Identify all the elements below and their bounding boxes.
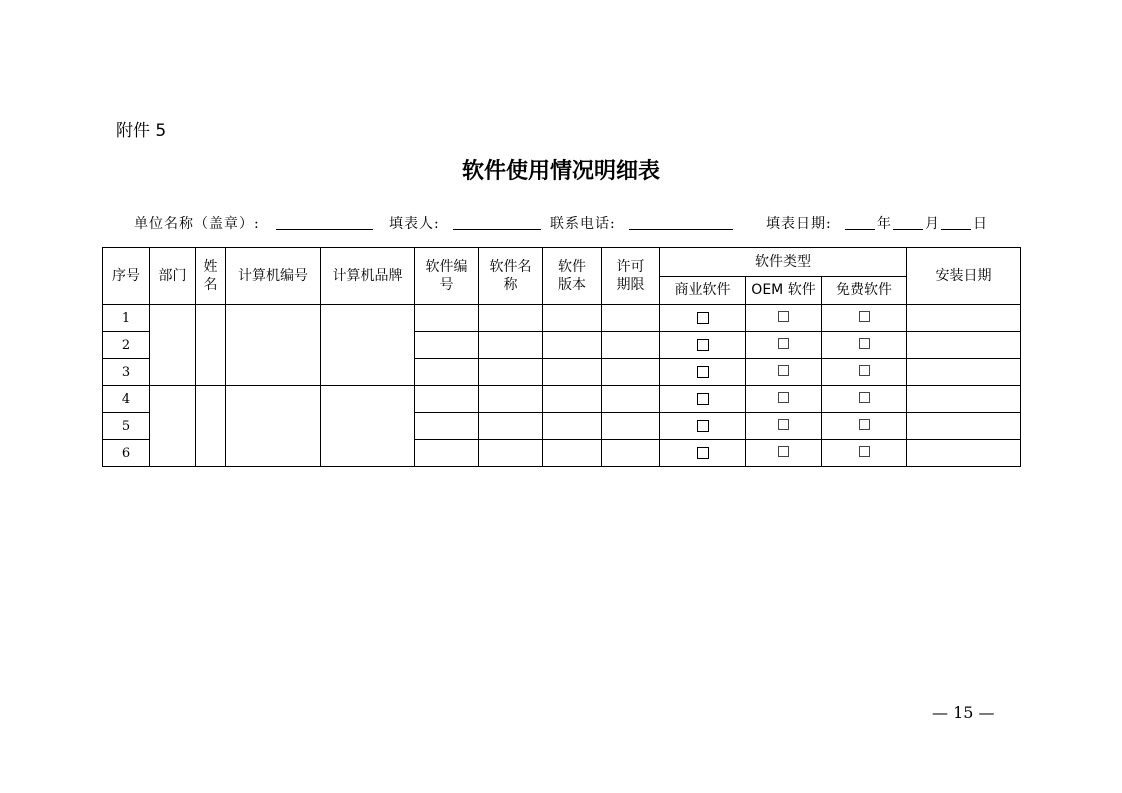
table-row: [103, 305, 1021, 332]
free-checkbox[interactable]: [859, 365, 870, 376]
year-field[interactable]: [845, 229, 875, 230]
oem-cell: [746, 359, 822, 386]
software-version-cell[interactable]: [543, 359, 602, 386]
install-date-cell[interactable]: [907, 332, 1021, 359]
software-id-cell[interactable]: [415, 386, 479, 413]
software-version-cell[interactable]: [543, 413, 602, 440]
filler-label: 填表人:: [389, 216, 440, 232]
header-name: 姓名: [196, 248, 226, 305]
commercial-cell: [660, 332, 746, 359]
install-date-cell[interactable]: [907, 305, 1021, 332]
date-label: 填表日期:: [766, 216, 832, 232]
free-checkbox[interactable]: [859, 338, 870, 349]
commercial-cell: [660, 386, 746, 413]
free-cell: [822, 305, 907, 332]
year-label: 年: [877, 216, 892, 232]
software-name-cell[interactable]: [479, 440, 543, 467]
day-label: 日: [973, 216, 988, 232]
document-title: 软件使用情况明细表: [461, 158, 660, 184]
row-number: 2: [103, 332, 150, 359]
commercial-cell: [660, 413, 746, 440]
header-install-date: 安装日期: [907, 248, 1021, 305]
license-term-cell[interactable]: [602, 440, 660, 467]
row-number: 5: [103, 413, 150, 440]
free-cell: [822, 413, 907, 440]
software-id-cell[interactable]: [415, 359, 479, 386]
oem-cell: [746, 440, 822, 467]
page-number: — 15 —: [932, 703, 995, 722]
license-term-cell[interactable]: [602, 332, 660, 359]
free-cell: [822, 386, 907, 413]
unit-name-field[interactable]: [276, 229, 373, 230]
commercial-cell: [660, 305, 746, 332]
dept-cell[interactable]: [150, 305, 196, 386]
software-version-cell[interactable]: [543, 332, 602, 359]
header-type-commercial: 商业软件: [660, 277, 746, 305]
commercial-checkbox[interactable]: [697, 420, 709, 432]
header-computer-brand: 计算机品牌: [321, 248, 415, 305]
commercial-checkbox[interactable]: [697, 312, 709, 324]
header-software-version: 软件版本: [543, 248, 602, 305]
software-name-cell[interactable]: [479, 386, 543, 413]
install-date-cell[interactable]: [907, 413, 1021, 440]
commercial-cell: [660, 440, 746, 467]
software-usage-table: [102, 247, 1021, 467]
license-term-cell[interactable]: [602, 413, 660, 440]
header-software-name: 软件名称: [479, 248, 543, 305]
oem-cell: [746, 386, 822, 413]
oem-checkbox[interactable]: [778, 446, 789, 457]
commercial-checkbox[interactable]: [697, 339, 709, 351]
software-id-cell[interactable]: [415, 305, 479, 332]
software-id-cell[interactable]: [415, 413, 479, 440]
header-type-free: 免费软件: [822, 277, 907, 305]
commercial-checkbox[interactable]: [697, 447, 709, 459]
license-term-cell[interactable]: [602, 386, 660, 413]
license-term-cell[interactable]: [602, 305, 660, 332]
name-cell[interactable]: [196, 386, 226, 467]
month-field[interactable]: [893, 229, 923, 230]
unit-name-label: 单位名称（盖章）:: [134, 216, 260, 232]
info-line: [0, 213, 1122, 233]
oem-checkbox[interactable]: [778, 338, 789, 349]
oem-checkbox[interactable]: [778, 311, 789, 322]
row-number: 1: [103, 305, 150, 332]
install-date-cell[interactable]: [907, 440, 1021, 467]
oem-checkbox[interactable]: [778, 392, 789, 403]
free-cell: [822, 359, 907, 386]
commercial-cell: [660, 359, 746, 386]
computer-id-cell[interactable]: [226, 386, 321, 467]
phone-field[interactable]: [629, 229, 733, 230]
oem-cell: [746, 305, 822, 332]
header-software-id: 软件编号: [415, 248, 479, 305]
phone-label: 联系电话:: [550, 216, 616, 232]
computer-brand-cell[interactable]: [321, 386, 415, 467]
row-number: 3: [103, 359, 150, 386]
table-row: [103, 386, 1021, 413]
free-cell: [822, 440, 907, 467]
row-number: 4: [103, 386, 150, 413]
computer-brand-cell[interactable]: [321, 305, 415, 386]
month-label: 月: [925, 216, 940, 232]
free-cell: [822, 332, 907, 359]
software-version-cell[interactable]: [543, 440, 602, 467]
software-version-cell[interactable]: [543, 305, 602, 332]
header-seq: 序号: [103, 248, 150, 305]
oem-cell: [746, 332, 822, 359]
header-license-term: 许可期限: [602, 248, 660, 305]
dept-cell[interactable]: [150, 386, 196, 467]
install-date-cell[interactable]: [907, 359, 1021, 386]
free-checkbox[interactable]: [859, 392, 870, 403]
install-date-cell[interactable]: [907, 386, 1021, 413]
free-checkbox[interactable]: [859, 311, 870, 322]
header-dept: 部门: [150, 248, 196, 305]
commercial-checkbox[interactable]: [697, 366, 709, 378]
free-checkbox[interactable]: [859, 446, 870, 457]
software-name-cell[interactable]: [479, 413, 543, 440]
oem-checkbox[interactable]: [778, 365, 789, 376]
filler-field[interactable]: [453, 229, 541, 230]
software-id-cell[interactable]: [415, 332, 479, 359]
software-name-cell[interactable]: [479, 332, 543, 359]
attachment-label: 附件 5: [116, 121, 167, 141]
commercial-checkbox[interactable]: [697, 393, 709, 405]
header-type-oem: OEM 软件: [746, 277, 822, 305]
license-term-cell[interactable]: [602, 359, 660, 386]
day-field[interactable]: [941, 229, 971, 230]
software-id-cell[interactable]: [415, 440, 479, 467]
computer-id-cell[interactable]: [226, 305, 321, 386]
name-cell[interactable]: [196, 305, 226, 386]
oem-checkbox[interactable]: [778, 419, 789, 430]
row-number: 6: [103, 440, 150, 467]
oem-cell: [746, 413, 822, 440]
header-computer-id: 计算机编号: [226, 248, 321, 305]
free-checkbox[interactable]: [859, 419, 870, 430]
software-version-cell[interactable]: [543, 386, 602, 413]
header-software-type: 软件类型: [660, 248, 907, 277]
software-name-cell[interactable]: [479, 305, 543, 332]
software-name-cell[interactable]: [479, 359, 543, 386]
